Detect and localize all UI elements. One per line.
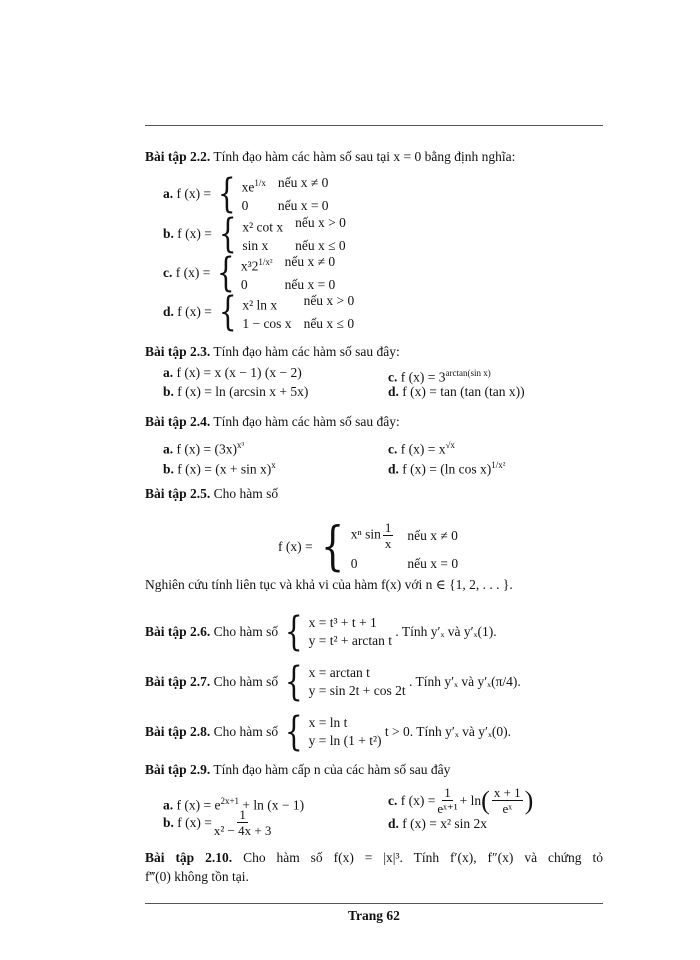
formula: f (x) = bbox=[400, 792, 436, 808]
formula-lhs: f (x) = bbox=[176, 186, 212, 202]
item-d: d. f (x) = tan (tan (tan x)) bbox=[388, 384, 525, 399]
exercise-label: Bài tập 2.3. bbox=[145, 344, 211, 359]
case-condition: nếu x ≠ 0 bbox=[284, 254, 336, 269]
exercise-text: Tính đạo hàm các hàm số sau đây: bbox=[213, 344, 400, 359]
item-a: a. f $(x) = (3x)^{x^3}$ bbox=[163, 440, 245, 457]
formula: f (x) = x (x − 1) (x − 2) bbox=[176, 365, 302, 380]
item-d: d. f (x) = (ln cos x)$^{1/x^2}$ bbox=[388, 460, 506, 477]
case-expr: 0 bbox=[350, 556, 358, 571]
exercise-text: Tính đạo hàm các hàm số sau đây: bbox=[213, 414, 400, 429]
item-key: b. bbox=[163, 226, 174, 242]
item-b: b. f (x) = ln (arcsin x + 5x) bbox=[163, 384, 309, 399]
equation-y: y = t² + arctan t bbox=[308, 633, 392, 648]
item-b: b. f (x) = $\frac{1}{\text{x² − 4x + 3}}$ bbox=[163, 807, 272, 838]
item-d: d. f (x) = x² sin 2x bbox=[388, 816, 488, 831]
case-expr: x² ln x bbox=[242, 297, 278, 313]
exercise-text: Tính đạo hàm cấp n của các hàm số sau đây bbox=[213, 762, 451, 777]
case-expr: 1 − cos x bbox=[242, 315, 292, 331]
equation-x: x = ln t bbox=[308, 715, 348, 730]
exponent: x³ bbox=[236, 440, 245, 450]
item-key: c. bbox=[163, 265, 173, 281]
exercise-question: . Tính y′ₓ và y′ₓ(π/4). bbox=[408, 674, 521, 689]
numerator: x + 1 bbox=[493, 785, 521, 800]
exponent: arctan(sin x) bbox=[445, 368, 491, 378]
exercise-label: Bài tập 2.6. bbox=[145, 624, 211, 639]
denominator: x bbox=[384, 536, 392, 551]
exercise-2-5-heading bbox=[145, 485, 278, 503]
exercise-text: Cho hàm số bbox=[213, 674, 279, 689]
exponent: 1/x² bbox=[258, 257, 273, 267]
formula: f (x) = tan (tan (tan x)) bbox=[402, 384, 525, 399]
formula-lhs: f (x) = bbox=[278, 538, 313, 554]
case-condition: nếu x = 0 bbox=[407, 556, 459, 571]
exercise-question: t > 0. Tính y′ₓ và y′ₓ(0). bbox=[384, 724, 511, 739]
formula: f (x) = (x + sin x) bbox=[177, 461, 272, 477]
item-key: d. bbox=[163, 304, 174, 320]
case-condition: nếu x > 0 bbox=[303, 293, 355, 308]
item-b: b. f (x) = { x² cot x nếu x > 0 sin x nếu x ≤ 0 bbox=[163, 211, 346, 258]
case-expr: 0 bbox=[240, 276, 248, 292]
denominator: x² − 4x + 3 bbox=[213, 823, 272, 838]
item-b: b. f $(x) = (x + \sin x)^x$ bbox=[163, 460, 276, 477]
exercise-2-7-parametric: Bài tập 2.7. Cho hàm số { x = arctan t y = sin 2t + cos 2t . Tính y′ₓ và y′ₓ(π/4). bbox=[145, 659, 521, 705]
formula: + ln bbox=[459, 792, 482, 808]
formula: + ln (x − 1) bbox=[242, 797, 305, 813]
case-condition: nếu x ≠ 0 bbox=[407, 527, 458, 543]
item-c: c. f $(x) = 3^{arctan(sin x)}$ bbox=[388, 368, 491, 385]
case-condition: nếu x = 0 bbox=[284, 276, 336, 292]
case-expr: x³2 bbox=[240, 258, 259, 274]
item-a: a. f (x) = x (x − 1) (x − 2) bbox=[163, 365, 302, 380]
case-condition: nếu x ≠ 0 bbox=[277, 175, 329, 190]
case-expr: 0 bbox=[241, 197, 249, 213]
case-expr: xe bbox=[241, 179, 255, 195]
case-condition: nếu x ≤ 0 bbox=[295, 237, 346, 253]
exercise-2-3-heading bbox=[145, 343, 400, 361]
exercise-text: Tính đạo hàm các hàm số sau tại x = 0 bằng định nghĩa: bbox=[213, 149, 516, 164]
formula: f (x) = bbox=[177, 814, 212, 830]
formula: f (x) = (3x) bbox=[176, 441, 237, 457]
equation-x: x = t³ + t + 1 bbox=[308, 615, 377, 630]
formula-lhs: f (x) = bbox=[177, 304, 212, 320]
exercise-text: Cho hàm số bbox=[213, 724, 279, 739]
exercise-label: Bài tập 2.8. bbox=[145, 724, 211, 739]
case-expr: xⁿ sin bbox=[350, 526, 381, 542]
exercise-2-4-heading bbox=[145, 413, 400, 431]
numerator: 1 bbox=[239, 807, 246, 822]
item-a: a. f $(x) = e^{2x+1} + \ln (x - 1)$ bbox=[163, 796, 305, 813]
equation-y: y = ln (1 + t²) bbox=[308, 733, 382, 748]
case-condition: nếu x = 0 bbox=[277, 197, 329, 213]
formula: f (x) = x² sin 2x bbox=[402, 816, 488, 831]
exercise-2-10-line1 bbox=[145, 849, 603, 867]
exponent: 2x+1 bbox=[220, 796, 240, 806]
exercise-text: Cho hàm số f(x) = |x|³. Tính f′(x), f″(x) và chứng tỏ bbox=[243, 850, 603, 865]
exercise-label: Bài tập 2.9. bbox=[145, 762, 211, 777]
denominator: eˣ⁺¹ bbox=[437, 801, 458, 816]
formula: f (x) = ln (arcsin x + 5x) bbox=[177, 384, 309, 399]
exercise-label: Bài tập 2.7. bbox=[145, 674, 211, 689]
equation-y: y = sin 2t + cos 2t bbox=[308, 683, 406, 698]
denominator: eˣ bbox=[502, 801, 513, 816]
numerator: 1 bbox=[384, 520, 392, 535]
numerator: 1 bbox=[444, 785, 451, 800]
exercise-text: Cho hàm số bbox=[213, 624, 279, 639]
exponent: 1/x bbox=[254, 178, 266, 188]
exponent: x bbox=[271, 460, 276, 470]
case-condition: nếu x ≤ 0 bbox=[303, 315, 355, 331]
formula: f (x) = e bbox=[176, 797, 221, 813]
equation-x: x = arctan t bbox=[308, 665, 370, 680]
exercise-label: Bài tập 2.4. bbox=[145, 414, 211, 429]
exercise-2-2-heading bbox=[145, 148, 515, 166]
exponent: 1/x² bbox=[491, 460, 506, 470]
item-key: a. bbox=[163, 186, 174, 202]
exercise-text: Cho hàm số bbox=[213, 486, 279, 501]
item-a: a. f (x) = { $xe^{1/x}$ nếu x ≠ 0 0 nếu x = 0 bbox=[163, 171, 329, 218]
header-rule bbox=[145, 125, 603, 126]
exercise-label: Bài tập 2.2. bbox=[145, 149, 211, 164]
exercise-question: . Tính y′ₓ và y′ₓ(1). bbox=[395, 624, 497, 639]
formula: f (x) = 3 bbox=[400, 369, 446, 385]
item-c: c. f (x) = { $x^32^{1/x^2}$ nếu x ≠ 0 0 nếu x = 0 bbox=[163, 250, 336, 297]
case-condition: nếu x > 0 bbox=[295, 215, 346, 230]
item-c: c. f $(x) = x^{√x}$ bbox=[388, 440, 455, 457]
exercise-2-5-question: Nghiên cứu tính liên tục và khả vi của hàm f(x) với n ∈ {1, 2, . . . }. bbox=[145, 577, 513, 592]
exercise-label: Bài tập 2.5. bbox=[145, 486, 211, 501]
footer-rule bbox=[145, 903, 603, 904]
formula-lhs: f (x) = bbox=[175, 265, 211, 281]
item-d: d. f (x) = { x² ln x nếu x > 0 1 − cos x nếu x ≤ 0 bbox=[163, 289, 355, 336]
exponent: √x bbox=[445, 440, 455, 450]
exercise-2-9-heading bbox=[145, 761, 450, 779]
piecewise-function: f (x) = { xⁿ sin $\frac{1}{x}$ nếu x ≠ 0 0 nếu x = 0 bbox=[278, 516, 459, 577]
page-number: Trang 62 bbox=[348, 908, 400, 923]
item-c: c. f (x) = $\frac{1}{\text{eˣ⁺¹}}$ + ln ( $\frac{x + 1}{\text{eˣ}}$ ) bbox=[388, 785, 534, 816]
formula: f (x) = (ln cos x) bbox=[402, 461, 492, 477]
case-expr: x² cot x bbox=[242, 219, 284, 235]
exercise-label: Bài tập 2.10. bbox=[145, 850, 233, 865]
formula-lhs: f (x) = bbox=[177, 226, 212, 242]
exercise-2-8-parametric: Bài tập 2.8. Cho hàm số { x = ln t y = ln (1 + t²) t > 0. Tính y′ₓ và y′ₓ(0). bbox=[145, 709, 511, 755]
case-expr: sin x bbox=[242, 237, 269, 253]
exercise-2-6-parametric: Bài tập 2.6. Cho hàm số { x = t³ + t + 1 y = t² + arctan t . Tính y′ₓ và y′ₓ(1). bbox=[145, 609, 497, 655]
exercise-2-10-line2: f‴(0) không tồn tại. bbox=[145, 869, 249, 884]
formula: f (x) = x bbox=[400, 441, 446, 457]
